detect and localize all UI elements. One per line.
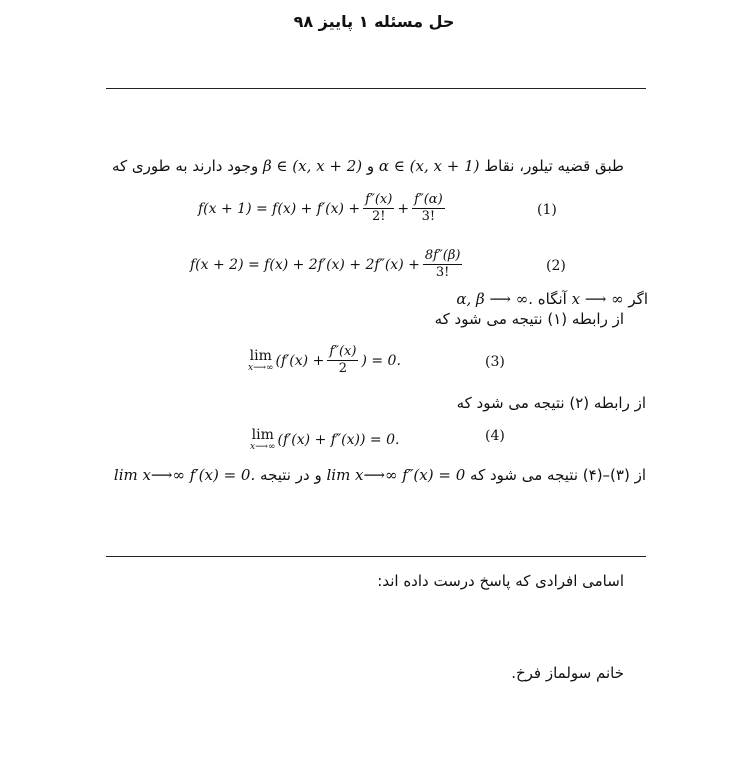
eq2-fraction (423, 248, 463, 281)
equation-2 (190, 248, 465, 281)
intro-and: و (366, 157, 375, 175)
names-list: خانم سولماز فرخ. (511, 664, 624, 682)
equation-3 (248, 344, 401, 377)
intro-before: طبق قضیه تیلور، نقاط (484, 157, 624, 175)
cond-then: آنگاه (537, 290, 567, 308)
equation-1 (198, 192, 448, 225)
eq1-frac2-den: 3! (421, 209, 436, 224)
eq2-frac-num: 8f″(β) (424, 248, 461, 263)
intro-line (112, 157, 624, 175)
eq3-body-a: (f′(x) + (275, 352, 325, 369)
eq1-frac1-num: f″(x) (365, 192, 393, 207)
eq3-tag: (3) (485, 354, 505, 370)
eq3-limit (248, 349, 273, 373)
eq3-body-b: ) = 0. (361, 352, 401, 369)
from-relation-1: از رابطه (۱) نتیجه می شود که (434, 310, 624, 328)
bottom-divider (106, 556, 646, 557)
eq3-lim: lim (249, 347, 272, 364)
eq2-tag: (2) (546, 258, 566, 274)
eq1-fraction-2 (412, 192, 445, 225)
top-divider (106, 88, 646, 89)
alpha-condition: α ∈ (x, x + 1) (378, 157, 480, 175)
eq3-frac-num: f″(x) (329, 344, 357, 359)
conclusion-math-2: lim x⟶∞ f′(x) = 0. (113, 466, 256, 484)
eq2-frac-den: 3! (435, 265, 450, 280)
names-heading: اسامی افرادی که پاسخ درست داده اند: (377, 572, 624, 590)
conclusion-line (114, 466, 646, 484)
cond-x-inf: x ⟶ ∞ (571, 290, 624, 308)
eq3-frac-den: 2 (338, 361, 348, 376)
eq4-tag: (4) (485, 428, 505, 444)
eq3-fraction (327, 344, 358, 377)
conclusion-math-1: lim x⟶∞ f″(x) = 0 (326, 466, 466, 484)
intro-after: وجود دارند به طوری که (111, 157, 259, 175)
beta-condition: β ∈ (x, x + 2) (262, 157, 363, 175)
eq1-plus: + (397, 200, 410, 217)
eq2-lhs: f(x + 2) = f(x) + 2f′(x) + 2f″(x) + (190, 256, 420, 273)
eq1-fraction-1 (363, 192, 394, 225)
page-title: حل مسئله ۱ پاییز ۹۸ (293, 12, 455, 31)
eq4-limit (250, 428, 275, 452)
conclusion-from: از (۳)–(۴) نتیجه می شود که (470, 466, 646, 484)
from-relation-2: از رابطه (۲) نتیجه می شود که (456, 394, 646, 412)
cond-if: اگر (628, 290, 648, 308)
eq1-tag: (1) (537, 202, 557, 218)
conclusion-mid: و در نتیجه (260, 466, 322, 484)
condition-line (456, 290, 648, 308)
eq1-frac2-num: f″(α) (414, 192, 443, 207)
eq3-sub: x⟶∞ (248, 362, 274, 373)
eq4-sub: x⟶∞ (250, 442, 276, 452)
eq4-lim: lim (251, 427, 274, 443)
eq4-body: (f′(x) + f″(x)) = 0. (277, 432, 400, 448)
equation-4 (250, 428, 399, 452)
cond-ab-inf: α, β ⟶ ∞. (456, 290, 533, 308)
eq1-frac1-den: 2! (372, 209, 386, 224)
eq1-lhs: f(x + 1) = f(x) + f′(x) + (198, 200, 361, 217)
